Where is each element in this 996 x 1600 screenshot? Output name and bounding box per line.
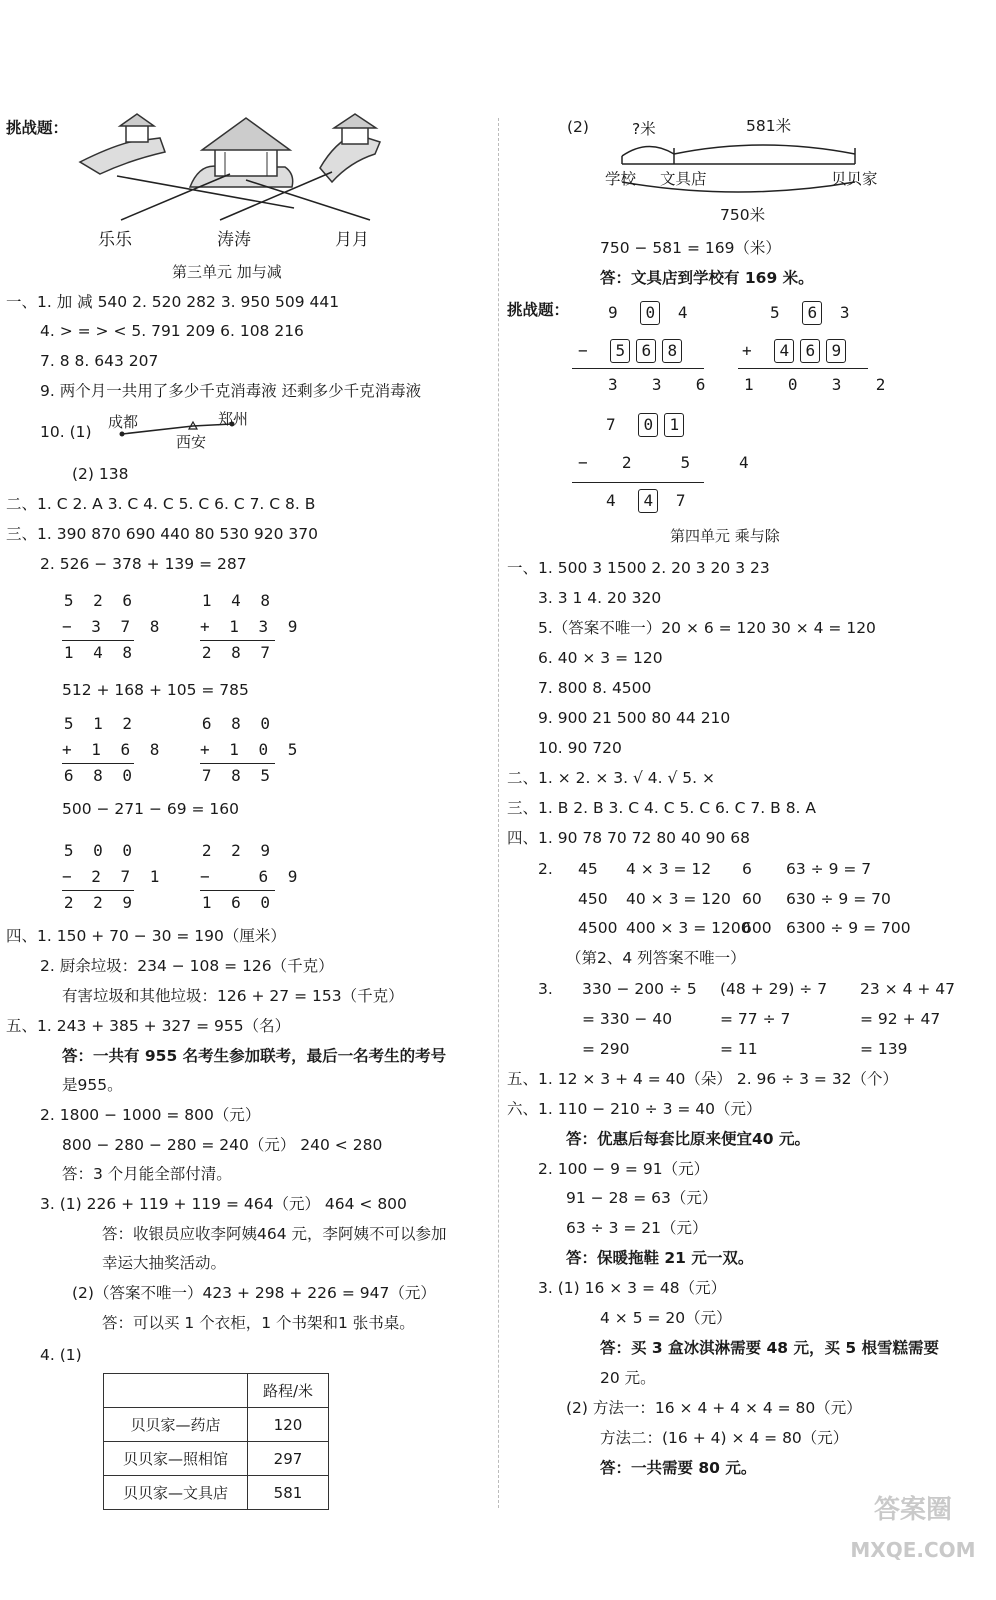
answer-line: 二、1. C 2. A 3. C 4. C 5. C 6. C 7. C 8. B [6, 495, 316, 513]
table-row [104, 1408, 329, 1442]
table-cell: 297 [248, 1442, 329, 1476]
answer-line: 512 + 168 + 105 = 785 [62, 681, 249, 699]
vertical-calc: 2 2 9 − 6 9 1 6 0 [200, 841, 303, 912]
grid-cell: 45 [578, 860, 598, 878]
blank-box: 9 [826, 339, 846, 363]
answer-line: 2. 1800 − 1000 = 800（元） [40, 1106, 261, 1124]
grid-cell: 400 × 3 = 1200 [626, 919, 751, 937]
vertical-calc: 1 4 8 + 1 3 9 2 8 7 [200, 591, 303, 662]
watermark: 答案圈 MXQE.COM [850, 1495, 976, 1562]
answer-line: 答：优惠后每套比原来便宜40 元。 [566, 1130, 810, 1148]
segment-distance: 581米 [746, 117, 792, 135]
answer-line: 四、1. 150 + 70 − 30 = 190（厘米） [6, 927, 286, 945]
grid-cell: = 92 + 47 [860, 1010, 941, 1028]
answer-line: 7. 8 8. 643 207 [40, 352, 159, 370]
grid-cell: = 330 − 40 [582, 1010, 673, 1028]
name-yueyue: 月月 [335, 230, 369, 250]
unit3-title: 第三单元 加与减 [172, 263, 282, 281]
table-cell: 贝贝家—文具店 [104, 1476, 248, 1510]
column-divider [498, 118, 499, 1508]
blank-box: 1 [664, 413, 684, 437]
answer-line: 3. 3 1 4. 20 320 [538, 589, 662, 607]
blank-box: 6 [800, 339, 820, 363]
answer-line: 四、1. 90 78 70 72 80 40 90 68 [507, 829, 750, 847]
grid-cell: 60 [742, 890, 762, 908]
answer-line: 2. [538, 860, 553, 878]
answer-line: 2. 526 − 378 + 139 = 287 [40, 555, 247, 573]
digit-puzzle-result: 4 4 7 [606, 488, 691, 514]
calc-rule [200, 640, 275, 641]
calc-rule [200, 763, 275, 764]
grid-cell: 40 × 3 = 120 [626, 890, 731, 908]
pavilion-illustration [70, 112, 410, 222]
grid-cell: 6 [742, 860, 752, 878]
calc-rule [62, 763, 134, 764]
table-row [104, 1442, 329, 1476]
vertical-calc: 6 8 0 + 1 0 5 7 8 5 [200, 714, 303, 785]
blank-box: 5 [610, 339, 630, 363]
answer-line: 答：一共需要 80 元。 [600, 1459, 757, 1477]
vertical-calc: 5 1 2 + 1 6 8 6 8 0 [62, 714, 165, 785]
answer-line: （第2、4 列答案不唯一） [566, 949, 746, 967]
unknown-distance: ?米 [632, 120, 656, 138]
calc-rule [62, 890, 134, 891]
answer-line: 10. 90 720 [538, 739, 622, 757]
answer-line: 4. (1) [40, 1346, 82, 1364]
blank-box: 4 [638, 489, 658, 513]
table-cell: 贝贝家—照相馆 [104, 1442, 248, 1476]
grid-cell: = 77 ÷ 7 [720, 1010, 791, 1028]
answer-line: 500 − 271 − 69 = 160 [62, 800, 240, 818]
answer-line: 5.（答案不唯一）20 × 6 = 120 30 × 4 = 120 [538, 619, 876, 637]
answer-line: 4. > = > < 5. 791 209 6. 108 216 [40, 322, 304, 340]
calc-rule [572, 482, 704, 483]
blank-box: 6 [802, 301, 822, 325]
digit-puzzle-result: 1 0 3 2 [744, 375, 891, 394]
grid-cell: 23 × 4 + 47 [860, 980, 955, 998]
digit-puzzle: 9 0 4 [608, 300, 693, 326]
answer-line: 20 元。 [600, 1369, 656, 1387]
name-lele: 乐乐 [98, 230, 132, 250]
answer-line: 三、1. 390 870 690 440 80 530 920 370 [6, 525, 319, 543]
answer-line: 答：可以买 1 个衣柜，1 个书架和1 张书桌。 [102, 1314, 415, 1332]
answer-line: 答：一共有 955 名考生参加联考，最后一名考生的考号 [62, 1047, 447, 1065]
vertical-calc: 5 0 0 − 2 7 1 2 2 9 [62, 841, 165, 912]
place-home: 贝贝家 [831, 170, 878, 188]
grid-cell: 600 [742, 919, 772, 937]
answer-line: 一、1. 500 3 1500 2. 20 3 20 3 23 [507, 559, 770, 577]
diagram-label: (2) [567, 118, 589, 136]
answer-line: (2) 138 [72, 465, 129, 483]
answer-line: 4 × 5 = 20（元） [600, 1309, 732, 1327]
answer-line: 答：收银员应收李阿姨464 元，李阿姨不可以参加 [102, 1225, 447, 1243]
blank-box: 6 [636, 339, 656, 363]
answer-line: 五、1. 243 + 385 + 327 = 955（名） [6, 1017, 291, 1035]
answer-line: 2. 100 − 9 = 91（元） [538, 1160, 710, 1178]
blank-box: 0 [640, 301, 660, 325]
grid-cell: = 290 [582, 1040, 630, 1058]
table-cell: 581 [248, 1476, 329, 1510]
answer-line: 9. 两个月一共用了多少千克消毒液 还剩多少千克消毒液 [40, 382, 422, 400]
answer-line: 六、1. 110 − 210 ÷ 3 = 40（元） [507, 1100, 762, 1118]
answer-line: 800 − 280 − 280 = 240（元） 240 < 280 [62, 1136, 383, 1154]
map-zhengzhou: 郑州 [218, 410, 249, 428]
grid-cell: 6300 ÷ 9 = 700 [786, 919, 911, 937]
answer-line: 2. 厨余垃圾：234 − 108 = 126（千克） [40, 957, 334, 975]
answer-line: 答：买 3 盒冰淇淋需要 48 元，买 5 根雪糕需要 [600, 1339, 940, 1357]
digit-puzzle: 7 0 1 [606, 412, 687, 438]
route-table [103, 1373, 329, 1510]
answer-line: 9. 900 21 500 80 44 210 [538, 709, 731, 727]
name-taotao: 涛涛 [217, 230, 251, 250]
table-row [104, 1476, 329, 1510]
answer-line: 750 − 581 = 169（米） [600, 239, 781, 257]
calc-rule [738, 368, 868, 369]
calc-rule [62, 640, 134, 641]
answer-line: 答：3 个月能全部付清。 [62, 1165, 232, 1183]
table-header-row [104, 1374, 329, 1408]
answer-line: 63 ÷ 3 = 21（元） [566, 1219, 708, 1237]
answer-line: 有害垃圾和其他垃圾：126 + 27 = 153（千克） [62, 987, 404, 1005]
grid-cell: 450 [578, 890, 608, 908]
answer-line: 答：文具店到学校有 169 米。 [600, 269, 814, 287]
blank-box: 4 [774, 339, 794, 363]
answer-line: 6. 40 × 3 = 120 [538, 649, 663, 667]
answer-line: 五、1. 12 × 3 + 4 = 40（朵） 2. 96 ÷ 3 = 32（个） [507, 1070, 899, 1088]
table-cell [104, 1374, 248, 1408]
map-xian: 西安 [176, 433, 207, 451]
table-cell: 贝贝家—药店 [104, 1408, 248, 1442]
blank-box: 8 [662, 339, 682, 363]
unit4-title: 第四单元 乘与除 [670, 527, 780, 545]
answer-line: 一、1. 加 减 540 2. 520 282 3. 950 509 441 [6, 293, 340, 311]
answer-line: 3. (1) 226 + 119 + 119 = 464（元） 464 < 800 [40, 1195, 407, 1213]
grid-cell: (48 + 29) ÷ 7 [720, 980, 828, 998]
digit-puzzle: + 4 6 9 [742, 338, 849, 364]
total-distance: 750米 [720, 206, 766, 224]
digit-puzzle-result: 3 3 6 [608, 375, 711, 394]
grid-cell: = 11 [720, 1040, 758, 1058]
answer-line: 幸运大抽奖活动。 [102, 1254, 227, 1272]
map-chengdu: 成都 [108, 413, 139, 431]
blank-box: 0 [638, 413, 658, 437]
calc-rule [572, 368, 704, 369]
calc-rule [200, 890, 275, 891]
grid-cell: 4 × 3 = 12 [626, 860, 712, 878]
table-cell: 120 [248, 1408, 329, 1442]
answer-line: 10. (1) [40, 423, 92, 441]
answer-line: 答：保暖拖鞋 21 元一双。 [566, 1249, 754, 1267]
place-shop: 文具店 [660, 170, 707, 188]
answer-line: 三、1. B 2. B 3. C 4. C 5. C 6. C 7. B 8. A [507, 799, 817, 817]
challenge-label: 挑战题： [6, 119, 69, 137]
vertical-calc: 5 2 6 − 3 7 8 1 4 8 [62, 591, 165, 662]
digit-puzzle: − 2 5 4 [578, 453, 754, 472]
digit-puzzle: 5 6 3 [770, 300, 855, 326]
answer-line: 方法二：(16 + 4) × 4 = 80（元） [600, 1429, 849, 1447]
answer-line: 3. (1) 16 × 3 = 48（元） [538, 1279, 727, 1297]
place-school: 学校 [605, 170, 637, 188]
answer-line: 7. 800 8. 4500 [538, 679, 652, 697]
answer-line: (2)（答案不唯一）423 + 298 + 226 = 947（元） [72, 1284, 436, 1302]
answer-line: 91 − 28 = 63（元） [566, 1189, 718, 1207]
grid-cell: 63 ÷ 9 = 7 [786, 860, 872, 878]
answer-line: 是955。 [62, 1076, 123, 1094]
answer-line: 3. [538, 980, 553, 998]
challenge-label: 挑战题： [507, 301, 570, 319]
answer-line: (2) 方法一：16 × 4 + 4 × 4 = 80（元） [566, 1399, 862, 1417]
grid-cell: = 139 [860, 1040, 908, 1058]
segment-diagram [612, 134, 867, 206]
table-header: 路程/米 [248, 1374, 329, 1408]
digit-puzzle: − 5 6 8 [578, 338, 685, 364]
grid-cell: 330 − 200 ÷ 5 [582, 980, 697, 998]
answer-line: 二、1. × 2. × 3. √ 4. √ 5. × [507, 769, 716, 787]
grid-cell: 4500 [578, 919, 618, 937]
grid-cell: 630 ÷ 9 = 70 [786, 890, 891, 908]
